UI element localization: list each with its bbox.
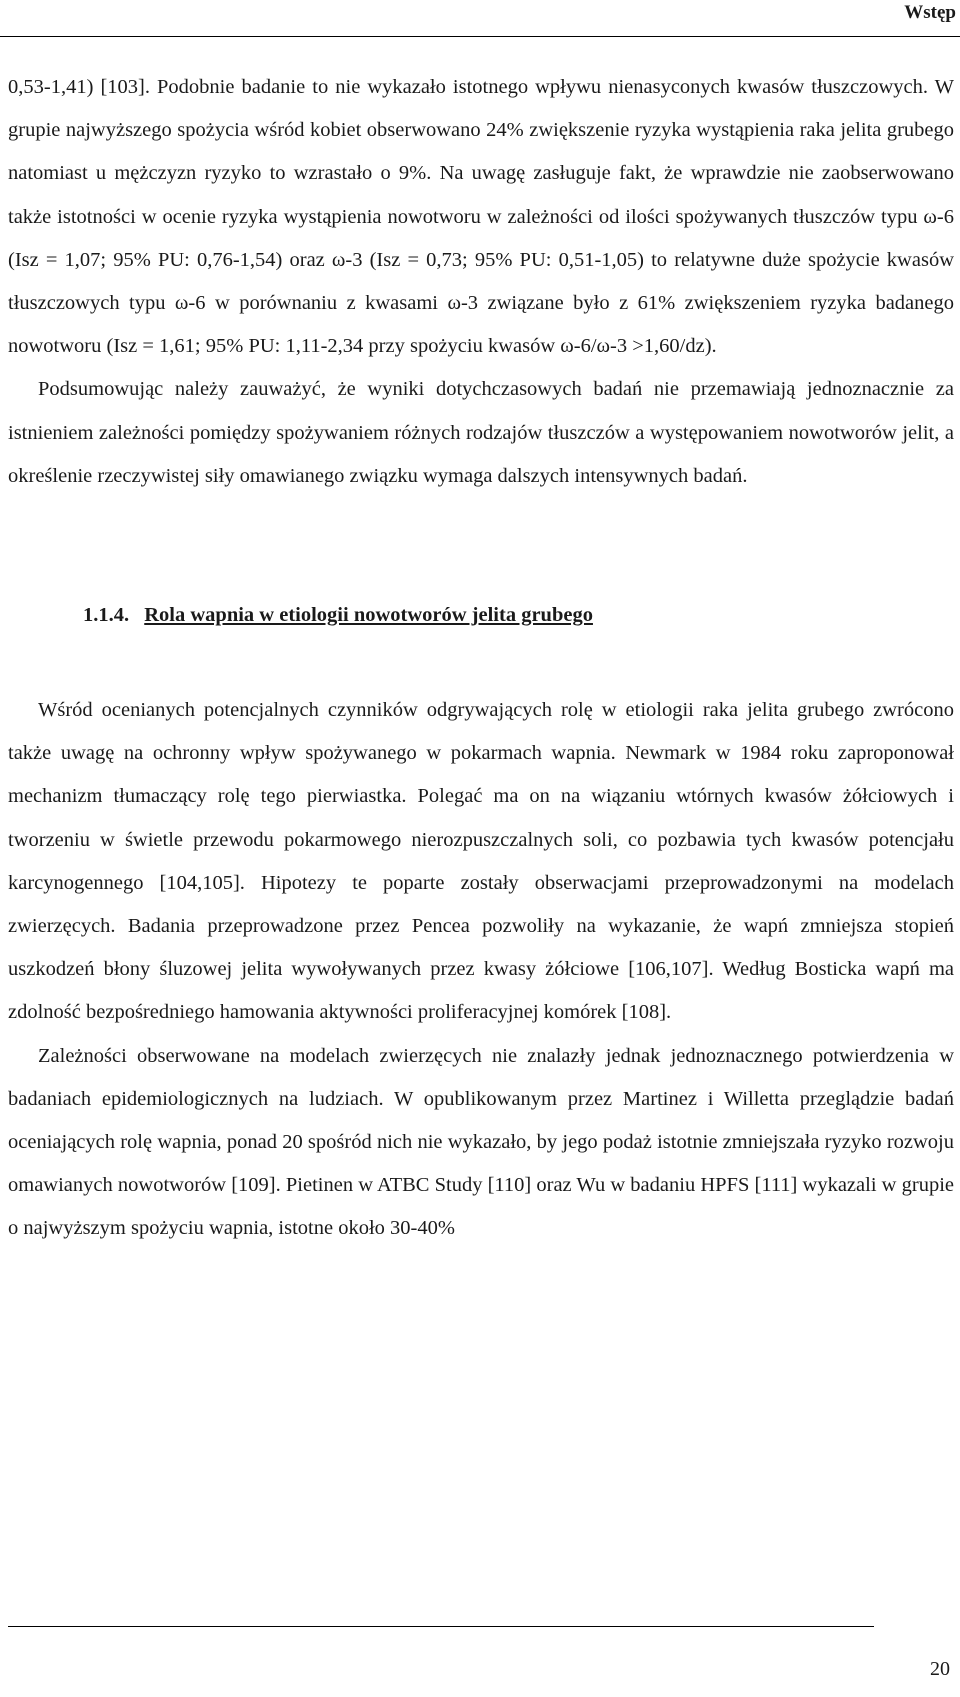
section-heading [8, 594, 954, 637]
page-body [8, 66, 954, 1251]
header-rule [0, 36, 960, 37]
footer-rule [8, 1626, 874, 1627]
running-head-title: Wstęp [904, 2, 956, 23]
paragraph-continued: 0,53-1,41) [103]. Podobnie badanie to nie wykazało istotnego wpływu nienasyconych kwasów tłuszczowych. W grupie najwyższego spożycia wśród kobiet obserwowano 24% zwiększenie ryzyka wystąpienia raka jelita grubego natomiast u mężczyzn ryzyko to wzrastało o 9%. Na uwagę zasługuje fakt, że wprawdzie nie zaobserwowano także istotności w ocenie ryzyka wystąpienia nowotworu w zależności od ilości spożywanych tłuszczów typu ω-6 (Isz = 1,07; 95% PU: 0,76-1,54) oraz ω-3 (Isz = 0,73; 95% PU: 0,51-1,05) to relatywne duże spożycie kwasów tłuszczowych typu ω-6 w porównaniu z kwasami ω-3 związane było z 61% zwiększeniem ryzyka badanego nowotworu (Isz = 1,61; 95% PU: 1,11-2,34 przy spożyciu kwasów ω-6/ω-3 >1,60/dz). [8, 76, 954, 358]
paragraph-calcium-1: Wśród ocenianych potencjalnych czynników odgrywających rolę w etiologii raka jelita grubego zwrócono także uwagę na ochronny wpływ spożywanego w pokarmach wapnia. Newmark w 1984 roku zaproponował mechanizm tłumaczący rolę tego pierwiastka. Polegać ma on na wiązaniu wtórnych kwasów żółciowych i tworzeniu w świetle przewodu pokarmowego nierozpuszczalnych soli, co pozbawia tych kwasów potencjału karcynogennego [104,105]. Hipotezy te poparte zostały obserwacjami przeprowadzonymi na modelach zwierzęcych. Badania przeprowadzone przez Pencea pozwoliły na wykazanie, że wapń zmniejsza stopień uszkodzeń błony śluzowej jelita wywoływanych przez kwasy żółciowe [106,107]. Według Bosticka wapń ma zdolność bezpośredniego hamowania aktywności proliferacyjnej komórek [108]. [8, 699, 954, 1024]
section-number: 1.1.4. [83, 604, 130, 627]
paragraph-calcium-2: Zależności obserwowane na modelach zwierzęcych nie znalazły jednak jednoznacznego potwierdzenia w badaniach epidemiologicznych na ludziach. W opublikowanym przez Martinez i Willetta przeglądzie badań oceniających rolę wapnia, ponad 20 spośród nich nie wykazało, by jego podaż istotnie zmniejszała ryzyko rozwoju omawianych nowotworów [109]. Pietinen w ATBC Study [110] oraz Wu w badaniu HPFS [111] wykazali w grupie o najwyższym spożyciu wapnia, istotne około 30-40% [8, 1044, 954, 1240]
section-title: Rola wapnia w etiologii nowotworów jelita grubego [144, 604, 593, 627]
paragraph-summary: Podsumowując należy zauważyć, że wyniki dotychczasowych badań nie przemawiają jednoznacznie za istnieniem zależności pomiędzy spożywaniem różnych rodzajów tłuszczów a występowaniem nowotworów jelit, a określenie rzeczywistej siły omawianego związku wymaga dalszych intensywnych badań. [8, 378, 954, 487]
page-number: 20 [930, 1658, 950, 1680]
